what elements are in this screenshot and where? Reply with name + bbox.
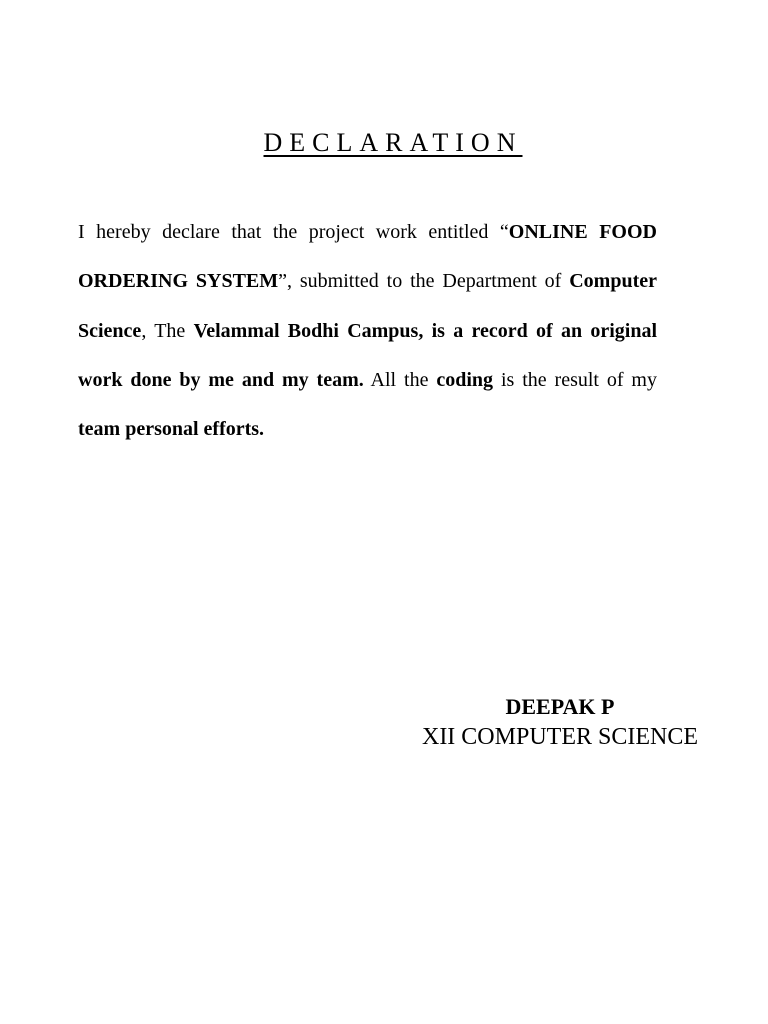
- signatory-name: DEEPAK P: [505, 694, 615, 719]
- signatory-class: XII COMPUTER SCIENCE: [421, 724, 698, 750]
- paragraph-text: I hereby declare that the project work entitled “: [78, 221, 509, 243]
- paragraph-text: ”, submitted to the Department of: [278, 270, 570, 293]
- paragraph-text: is the result of my: [493, 368, 657, 391]
- declaration-paragraph: [78, 208, 657, 454]
- paragraph-text: , The: [141, 319, 194, 342]
- coding-word: coding: [436, 368, 494, 391]
- project-name: ONLINE FOOD ORDERING SYSTEM: [78, 221, 657, 293]
- efforts-phrase: team personal efforts.: [78, 418, 265, 440]
- page-title: DECLARATION: [263, 128, 523, 157]
- department-name: Computer Science: [78, 270, 657, 342]
- paragraph-text: All the: [363, 368, 437, 391]
- institution-statement: Velammal Bodhi Campus, is a record of an original work done by me and my team.: [78, 319, 657, 391]
